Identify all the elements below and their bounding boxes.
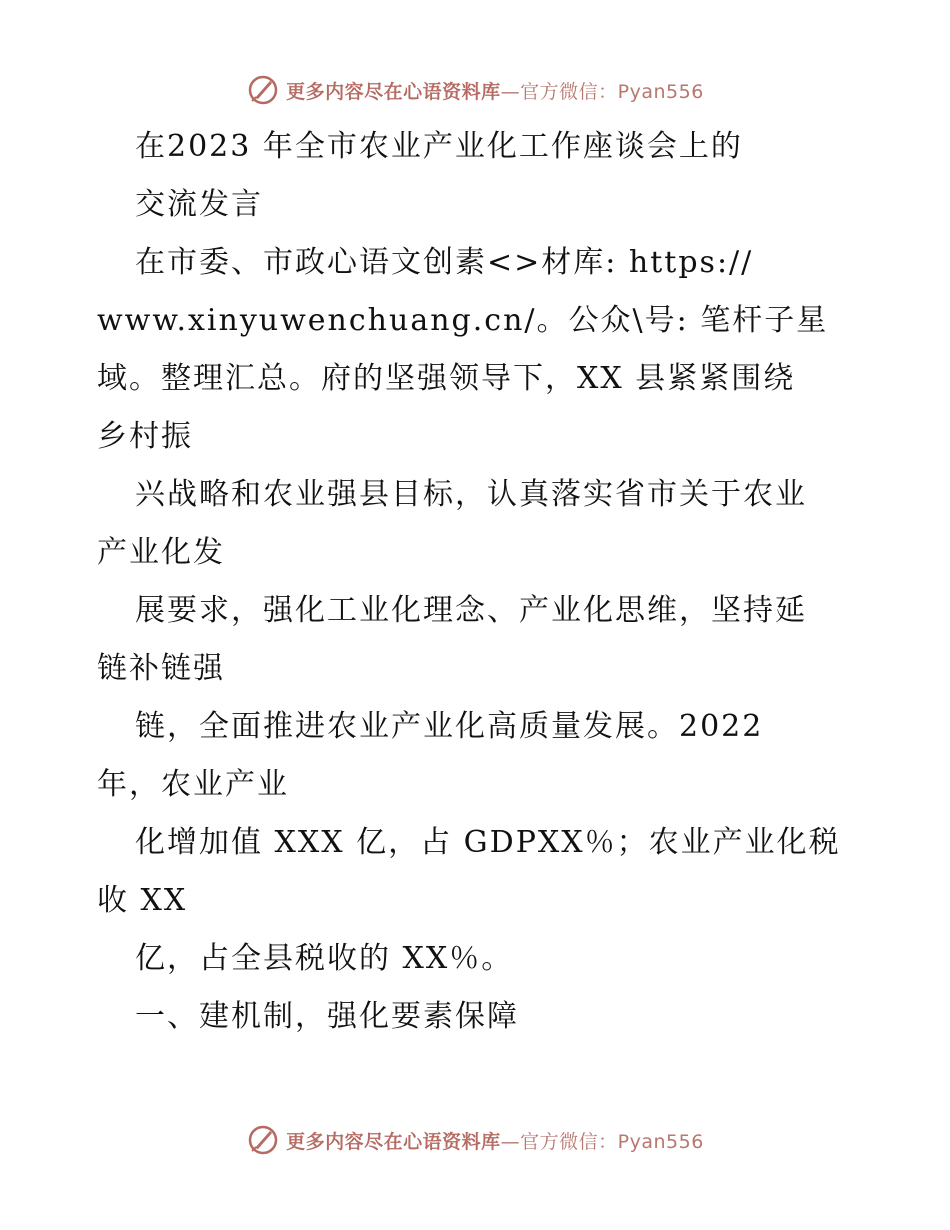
doc-title-line-2: 交流发言 bbox=[135, 187, 263, 222]
quill-pen-circle-icon bbox=[246, 73, 280, 107]
doc-title-line-1: 在2023 年全市农业产业化工作座谈会上的 bbox=[135, 129, 743, 164]
header-banner-text bbox=[286, 77, 704, 104]
paragraph-line: 域。整理汇总。府的坚强领导下，XX 县紧紧围绕 bbox=[97, 361, 796, 396]
paragraph-line: 展要求，强化工业化理念、产业化思维，坚持延 bbox=[135, 593, 807, 628]
section-heading: 一、建机制，强化要素保障 bbox=[135, 999, 519, 1034]
paragraph-line: 链补链强 bbox=[97, 651, 225, 686]
paragraph-line: 年，农业产业 bbox=[97, 767, 289, 802]
paragraph-line: 乡村振 bbox=[97, 419, 193, 454]
paragraph-line: 产业化发 bbox=[97, 535, 225, 570]
footer-banner-tail: 官方微信：Pyan556 bbox=[520, 1130, 704, 1153]
header-banner-main: 更多内容尽在心语资料库 bbox=[286, 80, 501, 103]
paragraph-line: 在市委、市政心语文创素<>材库: https:// bbox=[135, 245, 754, 280]
footer-watermark-banner bbox=[0, 1120, 950, 1160]
header-banner-sep: — bbox=[500, 80, 521, 103]
paragraph-line: www.xinyuwenchuang.cn/。公众\号: 笔杆子星 bbox=[97, 303, 829, 338]
paragraph-line: 亿，占全县税收的 XX％。 bbox=[135, 941, 514, 976]
header-watermark-banner bbox=[0, 70, 950, 110]
paragraph-line: 化增加值 XXX 亿，占 GDPXX％；农业产业化税 bbox=[135, 825, 841, 860]
header-banner-tail: 官方微信：Pyan556 bbox=[520, 80, 704, 103]
footer-banner-sep: — bbox=[500, 1130, 521, 1153]
paragraph-line: 收 XX bbox=[97, 883, 188, 918]
paragraph-line: 链，全面推进农业产业化高质量发展。2022 bbox=[135, 709, 764, 744]
document-body bbox=[97, 118, 857, 1046]
footer-banner-main: 更多内容尽在心语资料库 bbox=[286, 1130, 501, 1153]
footer-banner-text bbox=[286, 1127, 704, 1154]
paragraph-line: 兴战略和农业强县目标，认真落实省市关于农业 bbox=[135, 477, 807, 512]
quill-pen-circle-icon bbox=[246, 1123, 280, 1157]
